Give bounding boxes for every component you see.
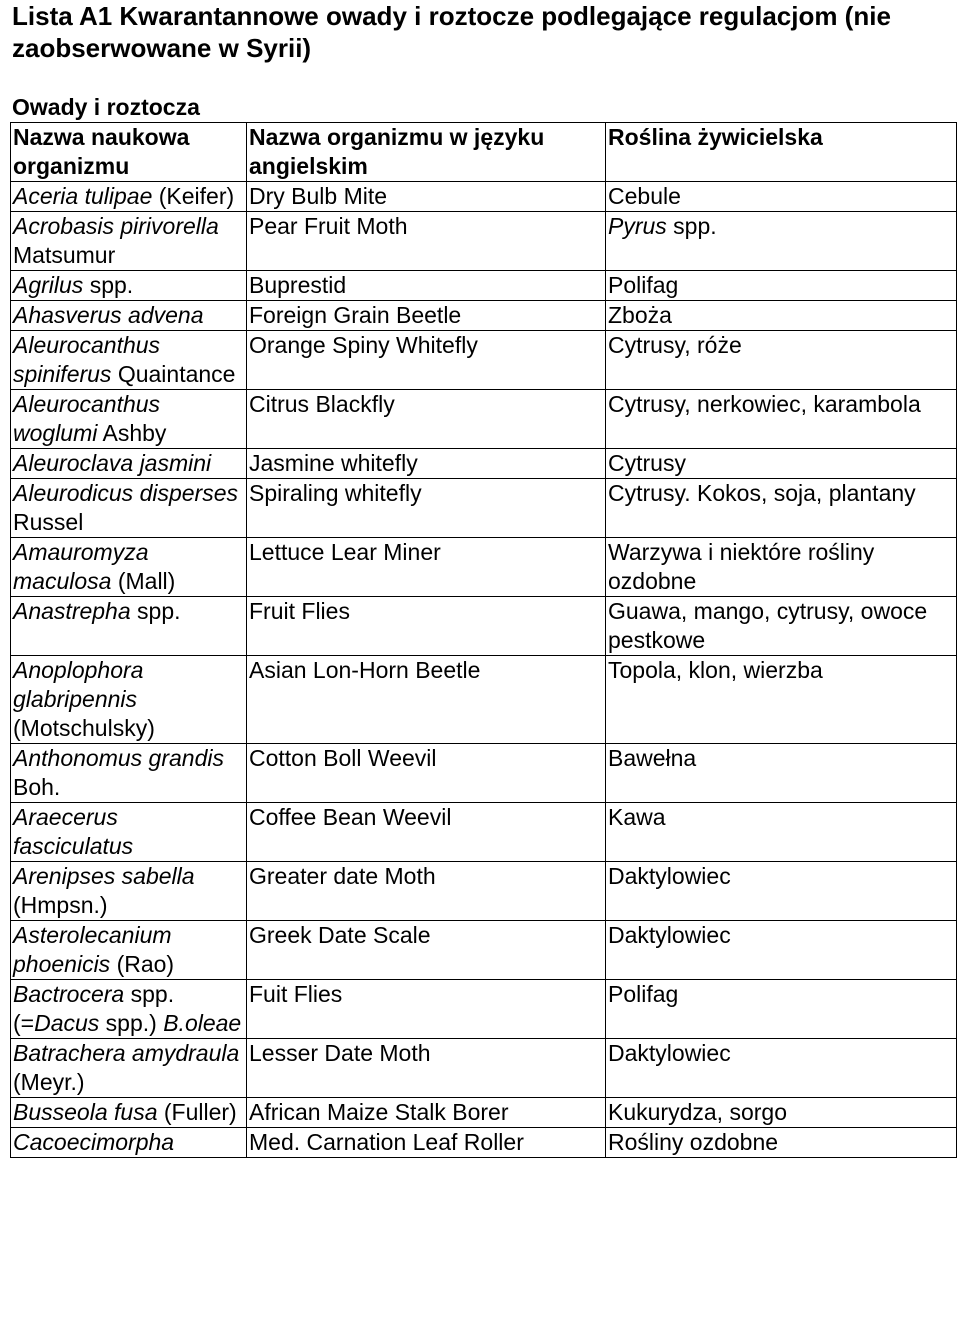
scientific-name-cell-segment: Ashby: [97, 420, 167, 446]
english-name-cell: Fruit Flies: [247, 597, 606, 656]
scientific-name-cell-segment: Amauromyza maculosa: [13, 539, 149, 594]
scientific-name-cell-segment: (Motschulsky): [13, 715, 155, 741]
scientific-name-cell-segment: Cacoecimorpha: [13, 1129, 175, 1155]
host-plant-cell-segment: Cytrusy, róże: [608, 332, 742, 358]
scientific-name-cell: [11, 862, 247, 921]
host-plant-cell-segment: Polifag: [608, 272, 679, 298]
host-plant-cell: [606, 212, 957, 271]
host-plant-cell: [606, 1039, 957, 1098]
scientific-name-cell-segment: Aleurocanthus woglumi: [13, 391, 161, 446]
scientific-name-cell-segment: Boh.: [13, 774, 61, 800]
host-plant-cell-segment: Topola, klon, wierzba: [608, 657, 823, 683]
english-name-cell: Greater date Moth: [247, 862, 606, 921]
host-plant-cell: [606, 862, 957, 921]
scientific-name-cell: [11, 479, 247, 538]
host-plant-cell: [606, 479, 957, 538]
table-row: [11, 803, 957, 862]
scientific-name-cell: [11, 921, 247, 980]
scientific-name-cell-segment: Matsumur: [13, 242, 116, 268]
scientific-name-cell-segment: Anoplophora glabripennis: [13, 657, 144, 712]
scientific-name-cell-segment: Busseola fusa: [13, 1099, 158, 1125]
host-plant-cell-segment: Cytrusy, nerkowiec, karambola: [608, 391, 921, 417]
english-name-cell: Coffee Bean Weevil: [247, 803, 606, 862]
scientific-name-cell-segment: spp.: [130, 598, 181, 624]
host-plant-cell: [606, 331, 957, 390]
scientific-name-cell-segment: Acrobasis pirivorella: [13, 213, 219, 239]
header-scientific-name: Nazwa naukowa organizmu: [11, 123, 247, 182]
host-plant-cell-segment: Daktylowiec: [608, 922, 731, 948]
scientific-name-cell-segment: (Meyr.): [13, 1069, 85, 1095]
scientific-name-cell: [11, 1098, 247, 1128]
table-body: [11, 182, 957, 1158]
document-title: Lista A1 Kwarantannowe owady i roztocze podlegające regulacjom (nie zaobserwowane w Syrii): [12, 1, 891, 63]
host-plant-cell-segment: Warzywa i niektóre rośliny ozdobne: [608, 539, 875, 594]
scientific-name-cell-segment: Russel: [13, 509, 84, 535]
scientific-name-cell-segment: Asterolecanium phoenicis: [13, 922, 172, 977]
english-name-cell: Dry Bulb Mite: [247, 182, 606, 212]
table-row: [11, 271, 957, 301]
english-name-cell: Greek Date Scale: [247, 921, 606, 980]
english-name-cell: Pear Fruit Moth: [247, 212, 606, 271]
scientific-name-cell-segment: Anastrepha: [13, 598, 131, 624]
table-row: [11, 449, 957, 479]
host-plant-cell-segment: Guawa, mango, cytrusy, owoce pestkowe: [608, 598, 928, 653]
host-plant-cell: [606, 803, 957, 862]
scientific-name-cell-segment: spp.): [99, 1010, 164, 1036]
host-plant-cell-segment: Cebule: [608, 183, 681, 209]
scientific-name-cell: [11, 212, 247, 271]
scientific-name-cell-segment: (Fuller): [157, 1099, 237, 1125]
scientific-name-cell-segment: (Hmpsn.): [13, 892, 108, 918]
host-plant-cell-segment: Kukurydza, sorgo: [608, 1099, 787, 1125]
scientific-name-cell: [11, 1128, 247, 1158]
table-row: [11, 212, 957, 271]
scientific-name-cell: [11, 449, 247, 479]
host-plant-cell: [606, 1128, 957, 1158]
scientific-name-cell-segment: spp. (=: [13, 981, 175, 1036]
host-plant-cell: [606, 597, 957, 656]
scientific-name-cell-segment: Agrilus: [13, 272, 84, 298]
table-row: [11, 301, 957, 331]
scientific-name-cell: [11, 271, 247, 301]
host-plant-cell-segment: Rośliny ozdobne: [608, 1129, 779, 1155]
header-host-plant: Roślina żywicielska: [606, 123, 957, 182]
scientific-name-cell: [11, 744, 247, 803]
english-name-cell: Spiraling whitefly: [247, 479, 606, 538]
scientific-name-cell-segment: Dacus: [34, 1010, 100, 1036]
scientific-name-cell-segment: Bactrocera: [13, 981, 125, 1007]
table-row: [11, 980, 957, 1039]
english-name-cell: Lettuce Lear Miner: [247, 538, 606, 597]
table-row: [11, 597, 957, 656]
host-plant-cell: [606, 182, 957, 212]
scientific-name-cell-segment: Aleurocanthus spiniferus: [13, 332, 161, 387]
table-header: [11, 123, 957, 182]
scientific-name-cell-segment: Batrachera amydraula: [13, 1040, 240, 1066]
host-plant-cell: [606, 271, 957, 301]
host-plant-cell: [606, 538, 957, 597]
scientific-name-cell: [11, 803, 247, 862]
table-row: [11, 862, 957, 921]
section-label: Owady i roztocza: [12, 94, 200, 120]
english-name-cell: African Maize Stalk Borer: [247, 1098, 606, 1128]
table-row: [11, 744, 957, 803]
table-row: [11, 1039, 957, 1098]
header-english-name: Nazwa organizmu w języku angielskim: [247, 123, 606, 182]
host-plant-cell: [606, 921, 957, 980]
table-row: [11, 656, 957, 744]
scientific-name-cell: [11, 390, 247, 449]
host-plant-cell: [606, 449, 957, 479]
scientific-name-cell-segment: Quaintance: [111, 361, 236, 387]
scientific-name-cell-segment: Arenipses sabella: [13, 863, 195, 889]
scientific-name-cell: [11, 1039, 247, 1098]
scientific-name-cell-segment: Ahasverus advena: [13, 302, 204, 328]
host-plant-cell: [606, 301, 957, 331]
host-plant-cell-segment: Daktylowiec: [608, 863, 731, 889]
scientific-name-cell-segment: Aleuroclava jasmini: [13, 450, 212, 476]
english-name-cell: Orange Spiny Whitefly: [247, 331, 606, 390]
host-plant-cell-segment: spp.: [666, 213, 717, 239]
scientific-name-cell: [11, 182, 247, 212]
english-name-cell: Cotton Boll Weevil: [247, 744, 606, 803]
quarantine-pests-table: [10, 122, 957, 1158]
host-plant-cell-segment: Zboża: [608, 302, 672, 328]
table-row: [11, 479, 957, 538]
host-plant-cell-segment: Polifag: [608, 981, 679, 1007]
host-plant-cell-segment: Bawełna: [608, 745, 697, 771]
host-plant-cell-segment: Pyrus: [608, 213, 667, 239]
table-row: [11, 390, 957, 449]
host-plant-cell: [606, 980, 957, 1039]
host-plant-cell: [606, 390, 957, 449]
host-plant-cell-segment: Cytrusy. Kokos, soja, plantany: [608, 480, 916, 506]
table-row: [11, 182, 957, 212]
scientific-name-cell-segment: B.oleae: [163, 1010, 242, 1036]
scientific-name-cell: [11, 656, 247, 744]
host-plant-cell-segment: Daktylowiec: [608, 1040, 731, 1066]
scientific-name-cell: [11, 538, 247, 597]
table-row: [11, 921, 957, 980]
table-row: [11, 1128, 957, 1158]
scientific-name-cell-segment: Aleurodicus disperses: [13, 480, 239, 506]
host-plant-cell: [606, 656, 957, 744]
scientific-name-cell-segment: spp.: [83, 272, 134, 298]
table-row: [11, 538, 957, 597]
host-plant-cell-segment: Kawa: [608, 804, 666, 830]
table-row: [11, 1098, 957, 1128]
english-name-cell: Foreign Grain Beetle: [247, 301, 606, 331]
scientific-name-cell-segment: (Mall): [111, 568, 176, 594]
scientific-name-cell: [11, 331, 247, 390]
english-name-cell: Asian Lon-Horn Beetle: [247, 656, 606, 744]
english-name-cell: Buprestid: [247, 271, 606, 301]
scientific-name-cell-segment: (Keifer): [152, 183, 235, 209]
scientific-name-cell-segment: (Rao): [110, 951, 175, 977]
english-name-cell: Fuit Flies: [247, 980, 606, 1039]
scientific-name-cell-segment: Anthonomus grandis: [13, 745, 224, 771]
scientific-name-cell: [11, 980, 247, 1039]
host-plant-cell: [606, 744, 957, 803]
host-plant-cell-segment: Cytrusy: [608, 450, 686, 476]
english-name-cell: Jasmine whitefly: [247, 449, 606, 479]
english-name-cell: Med. Carnation Leaf Roller: [247, 1128, 606, 1158]
scientific-name-cell: [11, 301, 247, 331]
scientific-name-cell: [11, 597, 247, 656]
header-row: [11, 123, 957, 182]
scientific-name-cell-segment: Araecerus fasciculatus: [13, 804, 134, 859]
scientific-name-cell-segment: Aceria tulipae: [13, 183, 153, 209]
host-plant-cell: [606, 1098, 957, 1128]
english-name-cell: Citrus Blackfly: [247, 390, 606, 449]
table-row: [11, 331, 957, 390]
english-name-cell: Lesser Date Moth: [247, 1039, 606, 1098]
